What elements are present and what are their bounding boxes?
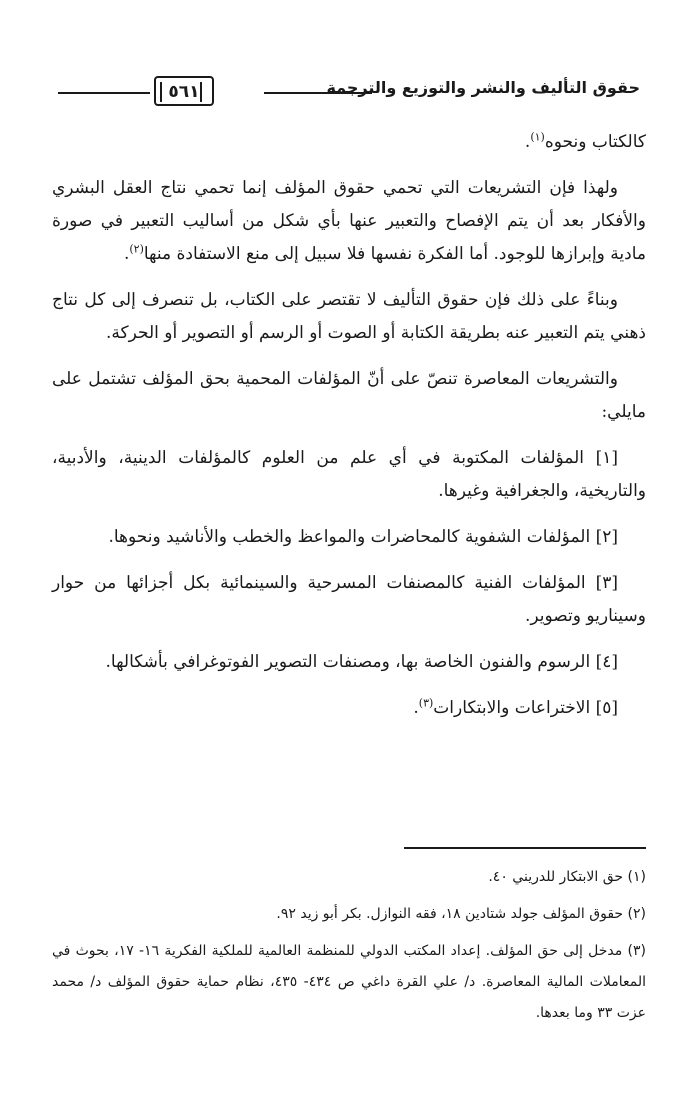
page-header [58, 70, 640, 110]
footnote-ref-2: (٢) [129, 242, 144, 256]
footnote-separator [404, 847, 646, 849]
paragraph-4: والتشريعات المعاصرة تنصّ على أنّ المؤلفات المحمية بحق المؤلف تشتمل على مايلي: [52, 369, 646, 422]
footnote-1: (١) حق الابتكار للدريني ٤٠. [488, 869, 646, 885]
footnote-ref-3: (٣) [418, 696, 434, 710]
list-item-1: [١] المؤلفات المكتوبة في أي علم من العلوم كالمؤلفات الدينية، والأدبية، والتاريخية، والجغرافية وغيرها. [52, 448, 646, 501]
footnote-2: (٢) حقوق المؤلف جولد شتادين ١٨، فقه النوازل. بكر أبو زيد ٩٢. [276, 906, 646, 922]
paragraph-1-text: كالكتاب ونحوه [544, 132, 646, 152]
header-rule-left [58, 92, 150, 94]
body-text [52, 126, 646, 738]
list-item-2: [٢] المؤلفات الشفوية كالمحاضرات والمواعظ والخطب والأناشيد ونحوها. [108, 527, 618, 547]
paragraph-1-end: . [524, 132, 531, 152]
paragraph-3: وبناءً على ذلك فإن حقوق التأليف لا تقتصر على الكتاب، بل تنصرف إلى كل نتاج ذهني يتم التعبير عنه بطريقة الكتابة أو الصوت أو الرسم أو التصوير أو الحركة. [52, 290, 646, 343]
paragraph-2 [52, 172, 646, 271]
paragraph-1 [52, 126, 646, 159]
footnotes [52, 862, 646, 1035]
header-rule-right [264, 92, 372, 94]
running-title: حقوق التأليف والنشر والتوزيع والترجمة [326, 78, 640, 97]
list-item-3: [٣] المؤلفات الفنية كالمصنفات المسرحية والسينمائية بكل أجزائها من حوار وسيناريو وتصوير. [52, 573, 646, 626]
list-item-5-end: . [413, 698, 419, 718]
paragraph-2-end: . [123, 244, 130, 264]
page-number: ٥٦١ [154, 76, 214, 106]
list-item-5-text: [٥] الاختراعات والابتكارات [433, 698, 618, 718]
list-item-5 [52, 692, 646, 725]
paragraph-2-text: ولهذا فإن التشريعات التي تحمي حقوق المؤلف إنما تحمي نتاج العقل البشري والأفكار بعد أن يتم الإفصاح والتعبير عنها بأي شكل من أساليب التعبير في صورة مادية وإبرازها للوجود. أما الفكرة نفسها فلا سبيل إلى منع الاستفادة منها [52, 178, 646, 264]
list-item-4: [٤] الرسوم والفنون الخاصة بها، ومصنفات التصوير الفوتوغرافي بأشكالها. [105, 652, 618, 672]
footnote-3: (٣) مدخل إلى حق المؤلف. إعداد المكتب الدولي للمنظمة العالمية للملكية الفكرية ١٦- ١٧، بحوث في المعاملات المالية المعاصرة. د/ علي القرة داغي ص ٤٣٤- ٤٣٥، نظام حماية حقوق المؤلف د/ محمد عزت ٣٣ وما بعدها. [52, 943, 646, 1021]
footnote-ref-1: (١) [530, 130, 545, 144]
